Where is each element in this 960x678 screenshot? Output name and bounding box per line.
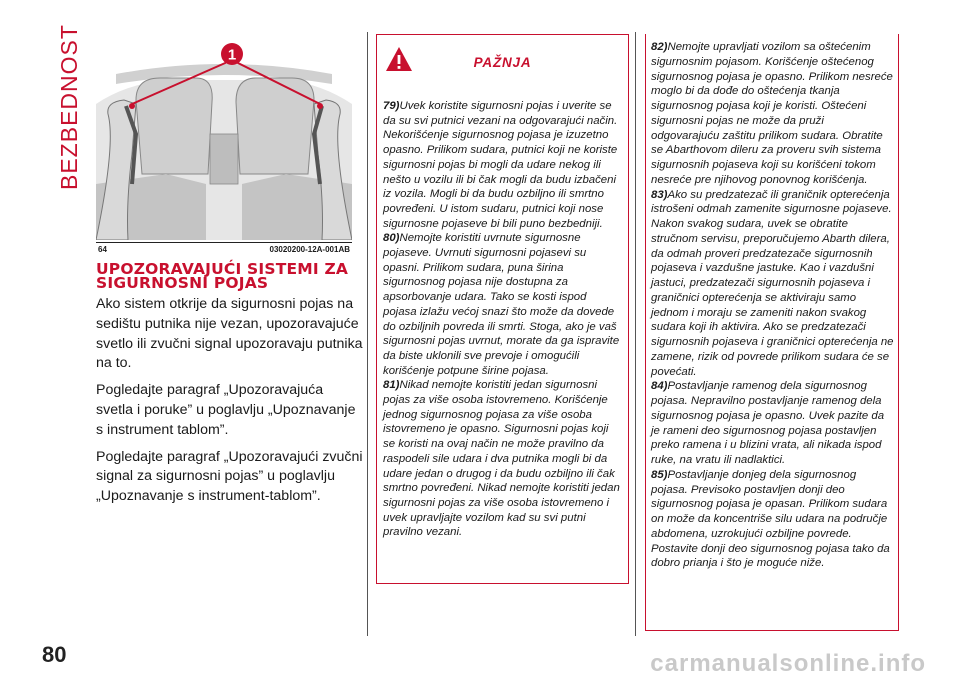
section-side-tab: BEZBEDNOST bbox=[56, 24, 82, 190]
seat-belt-figure bbox=[96, 34, 352, 240]
item-number: 84) bbox=[651, 380, 668, 393]
warning-item bbox=[651, 468, 895, 571]
callout-number: 1 bbox=[227, 46, 237, 64]
column-divider bbox=[635, 32, 636, 636]
figure-number: 64 bbox=[98, 245, 107, 254]
left-body-text bbox=[96, 295, 364, 514]
item-text: Postavljanje donjeg dela sigurnosnog pojasa. Previsoko postavljen donji deo sigurnosnog pojasa je opasan. Prilikom sudara on može da koncentriše silu udara na područje abdomena, uzrokujući ozbiljne povrede. Postavite donji deo sigurnosnog pojasa tako da dobro prianja i što je moguće niže. bbox=[651, 468, 890, 570]
item-text: Nikad nemojte koristiti jedan sigurnosni pojas za više osoba istovremeno. Korišćenje jednog sigurnosnog pojasa za više osoba istovremeno je opasno. Sigurnosni pojas koji se koristi na ovaj način ne može pravilno da raspodeli sile udara i dva putnika mogli bi da udare jedan o drugog i da budu ozbiljno ili čak smrtno povređeni. Nikad nemojte koristiti jedan sigurnosni pojas za više osoba istovremeno i uvek upravljajte vozilom kad su svi putni pravilno vezani. bbox=[383, 379, 620, 539]
item-text: Nemojte upravljati vozilom sa oštećenim sigurnosnim pojasom. Korišćenje oštećenog sigurnosnog pojasa je opasno. Prilikom nesreće moglo bi da dođe do oštećenja tkanja sigurnosnog pojasa koji je koristi. Oštećeni sigurnosni pojas ne može da pruži odgovarajuću zaštitu prilikom sudara. Obratite se Abarthovom dileru za proveru svih sistema sigurnosnih pojaseva koji su korišćeni tokom nesreće pre njihovog ponovnog korišćenja. bbox=[651, 41, 893, 186]
item-text: Uvek koristite sigurnosni pojas i uverite se da su svi putnici vezani na odgovarajući način. Nekorišćenje sigurnosnog pojasa je izuzetno opasno. Prilikom sudara, putnici koji ne koriste sigurnosni pojas bi mogli da udare nekog ili nešto u vozilu ili bi čak mogli da budu izbačeni iz vozila. Mogli bi da budu ozbiljno ili smrtno povređeni. U istom sudaru, putnici koji nose sigurnosne pojaseve bi bili puno bezbedniji. bbox=[383, 100, 618, 230]
warning-item bbox=[383, 378, 623, 540]
warning-box bbox=[376, 34, 629, 584]
warning-item bbox=[383, 99, 623, 231]
warning-item bbox=[651, 188, 895, 380]
warning-item bbox=[651, 379, 895, 468]
warning-item bbox=[383, 231, 623, 378]
item-number: 79) bbox=[383, 100, 400, 112]
watermark: carmanualsonline.info bbox=[650, 650, 926, 677]
item-number: 80) bbox=[383, 232, 400, 245]
warning-item bbox=[651, 40, 895, 188]
warning-header bbox=[377, 35, 628, 91]
right-body-text bbox=[651, 40, 895, 571]
item-number: 82) bbox=[651, 41, 668, 53]
figure-code: 03020200-12A-001AB bbox=[269, 245, 350, 254]
item-number: 83) bbox=[651, 188, 668, 201]
item-text: Nemojte koristiti uvrnute sigurnosne pojaseve. Uvrnuti sigurnosni pojasevi su opasni. Prilikom sudara, puna širina sigurnosnog pojasa nije dostupna za apsorbovanje udara. Tako se kosti ispod pojasa izlažu većoj snazi što može da dovede do ozbiljnih povreda ili smrti. Stoga, ako je vaš sigurnosni pojas uvrnut, morate da ga ispravite da biste uklonili sve prevoje i omogućili korišćenje potpune širine pojasa. bbox=[383, 232, 620, 377]
page-number: 80 bbox=[42, 642, 67, 667]
body-paragraph: Pogledajte paragraf „Upozoravajući zvučni signal za sigurnosni pojas” u poglavlju „Upoznavanje s instrument-tablom”. bbox=[96, 448, 363, 505]
section-heading: UPOZORAVAJUĆI SISTEMI ZA SIGURNOSNI POJAS bbox=[96, 260, 349, 292]
figure-caption bbox=[96, 242, 352, 255]
item-text: Postavljanje ramenog dela sigurnosnog pojasa. Nepravilno postavljanje ramenog dela sigurnosnog pojasa je opasno. Uvek pazite da je rameni deo sigurnosnog pojasa postavljen preko ramena i u blizini vrata, ali nikada ispod ruke, na vratu ili nadlaktici. bbox=[651, 380, 885, 466]
body-paragraph: Ako sistem otkrije da sigurnosni pojas na sedištu putnika nije vezan, upozoravajuće svetlo ili zvučni signal upozoravaju putnika na to. bbox=[96, 296, 363, 372]
item-text: Ako su predzatezač ili graničnik opterećenja istrošeni odmah zamenite sigurnosne pojaseve. Nakon svakog sudara, uvek se obratite stručnom servisu, preporučujemo Abarth dilera, da odmah proveri predzatezače sigurnosnih pojaseva i vazdušne jastuke. Kao i vazdušni jastuci, predzatezači sigurnosnih pojaseva i graničnici opterećenja se aktiviraju samo jednom i moraju se zameniti nakon svakog sudara koji ih aktivira. Ako se predzatezači sigurnosnih pojaseva i graničnici opterećenja ne zamene, rizik od povrede prilikom sudara će se povećati. bbox=[651, 188, 894, 378]
body-paragraph: Pogledajte paragraf „Upozoravajuća svetla i poruke” u poglavlju „Upoznavanje s instrument tablom”. bbox=[96, 382, 356, 438]
item-number: 81) bbox=[383, 379, 400, 392]
warning-body bbox=[383, 99, 623, 540]
column-divider bbox=[367, 32, 368, 636]
item-number: 85) bbox=[651, 468, 668, 481]
warning-title: PAŽNJA bbox=[473, 55, 532, 70]
